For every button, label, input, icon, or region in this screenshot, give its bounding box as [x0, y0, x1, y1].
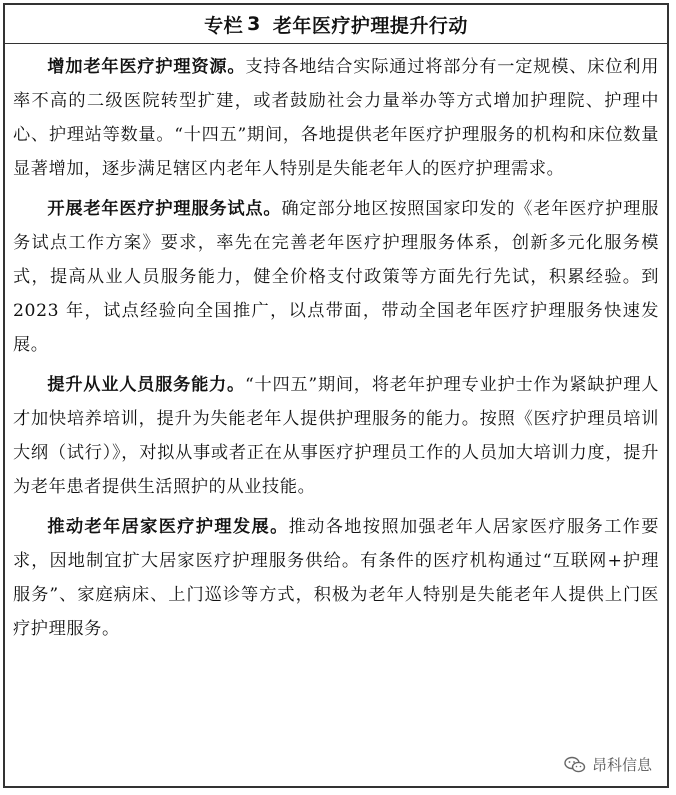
paragraph-body: “十四五”期间，将老年护理专业护士作为紧缺护理人才加快培养培训，提升为失能老年人提供护理服务的能力。按照《医疗护理员培训大纲（试行）》，对拟从事或者正在从事医疗护理员工作的人员加大培训力度，提升为老年患者提供生活照护的从业技能。 — [13, 375, 659, 497]
paragraph-resources — [13, 50, 659, 186]
paragraph-lead: 开展老年医疗护理服务试点。 — [47, 199, 282, 219]
title-number: 3 — [247, 13, 261, 35]
box-title — [5, 5, 667, 44]
paragraph-lead: 增加老年医疗护理资源。 — [47, 57, 246, 77]
paragraph-body: 支持各地结合实际通过将部分有一定规模、床位利用率不高的二级医院转型扩建，或者鼓励社会力量举办等方式增加护理院、护理中心、护理站等数量。“十四五”期间，各地提供老年医疗护理服务的机构和床位数量显著增加，逐步满足辖区内老年人特别是失能老年人的医疗护理需求。 — [13, 57, 659, 179]
watermark-text: 昂科信息 — [591, 756, 652, 774]
column-box — [3, 3, 669, 788]
title-prefix: 专栏 — [204, 14, 244, 37]
paragraph-body: 确定部分地区按照国家印发的《老年医疗护理服务试点工作方案》要求，率先在完善老年医疗护理服务体系，创新多元化服务模式，提高从业人员服务能力，健全价格支付政策等方面先行先试，积累经验。到 2023 年，试点经验向全国推广，以点带面，带动全国老年医疗护理服务快速发展。 — [13, 199, 659, 355]
paragraph-pilot — [13, 192, 659, 362]
wechat-icon — [564, 756, 586, 774]
title-text: 老年医疗护理提升行动 — [272, 14, 468, 37]
paragraph-lead: 提升从业人员服务能力。 — [47, 375, 245, 395]
paragraph-staff — [13, 368, 659, 504]
watermark — [560, 752, 656, 777]
paragraph-home-care — [13, 510, 659, 646]
box-content — [5, 44, 667, 646]
paragraph-body: 推动各地按照加强老年人居家医疗服务工作要求，因地制宜扩大居家医疗护理服务供给。有条件的医疗机构通过“互联网+护理服务”、家庭病床、上门巡诊等方式，积极为老年人特别是失能老年人提供上门医疗护理服务。 — [13, 517, 659, 639]
paragraph-lead: 推动老年居家医疗护理发展。 — [47, 517, 289, 537]
